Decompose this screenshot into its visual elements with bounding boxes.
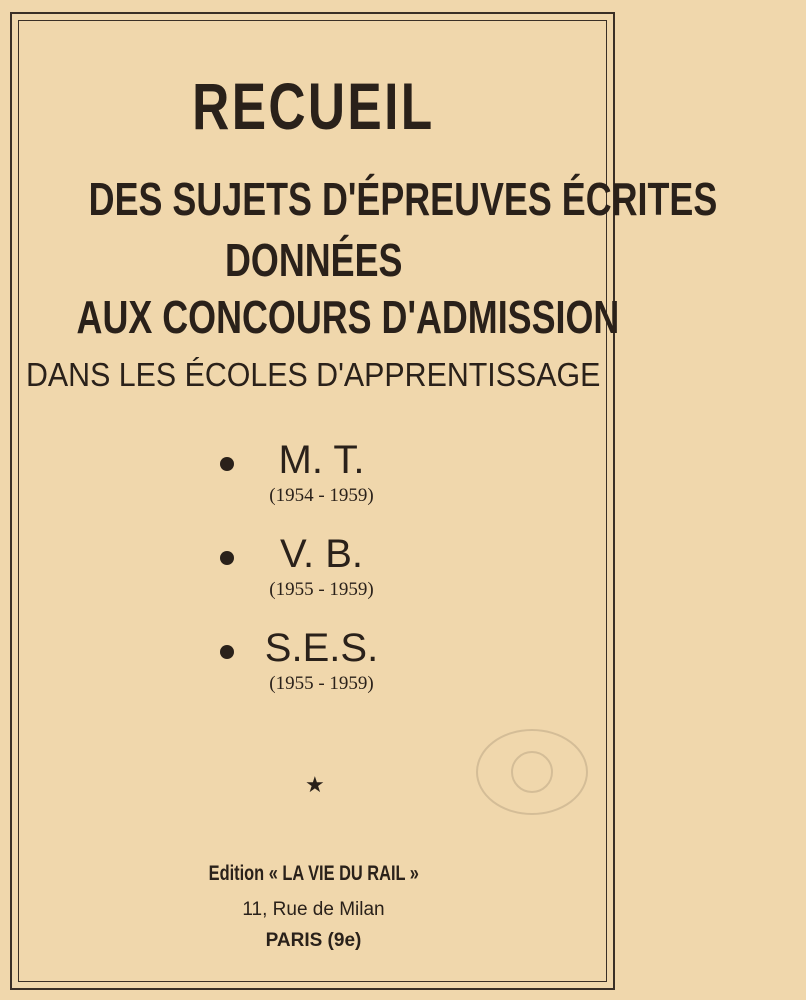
- item-dates: (1954 - 1959): [269, 485, 374, 506]
- library-stamp: [472, 722, 592, 822]
- item-dates: (1955 - 1959): [269, 673, 374, 694]
- subtitle-line-4: DANS LES ÉCOLES D'APPRENTISSAGE: [26, 356, 601, 393]
- document-title: RECUEIL: [192, 69, 435, 143]
- subtitle-line-1: DES SUJETS D'ÉPREUVES ÉCRITES: [88, 173, 718, 225]
- item-vb: [8, 532, 635, 601]
- item-label: M. T.: [278, 438, 365, 482]
- item-dates: (1955 - 1959): [269, 579, 374, 600]
- item-mt: [8, 438, 635, 507]
- city-line: PARIS (9e): [265, 930, 362, 951]
- address-line: 11, Rue de Milan: [242, 899, 385, 920]
- item-ses: [8, 626, 635, 695]
- item-label: S.E.S.: [264, 626, 379, 670]
- subtitle-line-2: DONNÉES: [224, 234, 403, 286]
- subtitle-line-3: AUX CONCOURS D'ADMISSION: [76, 291, 620, 343]
- publisher-line: Edition « LA VIE DU RAIL »: [208, 862, 419, 885]
- item-label: V. B.: [279, 532, 364, 576]
- star-icon: ★: [305, 772, 325, 797]
